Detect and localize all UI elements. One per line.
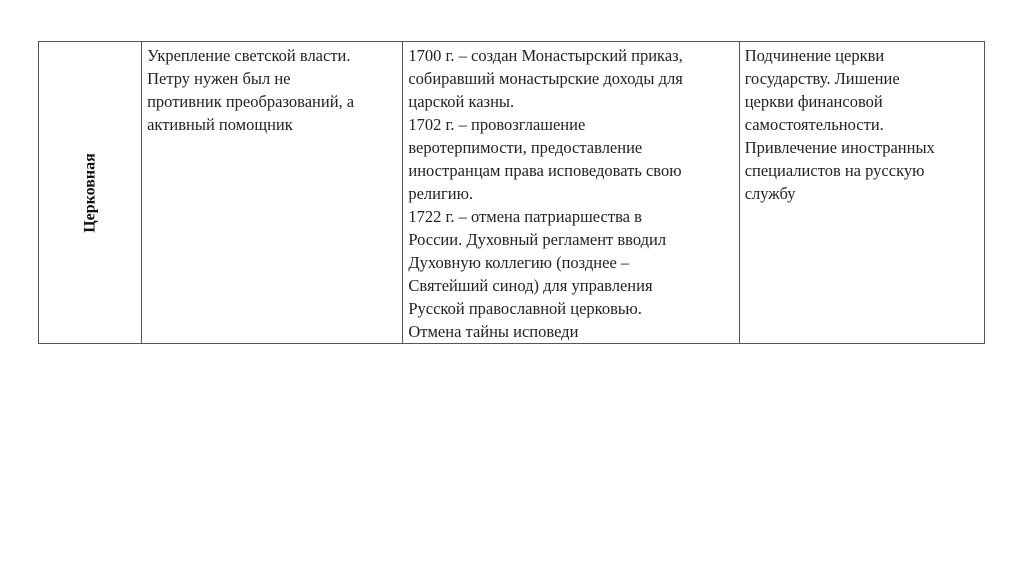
events-line: религию. [408,184,474,203]
table-row [39,42,985,344]
events-line: 1700 г. – создан Монастырский приказ, [408,46,683,65]
sphere-label: Церковная [81,152,99,233]
results-line: Подчинение церкви [744,46,885,65]
goals-line: Укрепление светской власти. [147,46,351,65]
results-line: Привлечение иностранных [744,138,935,157]
events-line: 1722 г. – отмена патриаршества в [408,207,642,226]
events-line: царской казны. [408,92,515,111]
events-line: собиравший монастырские доходы для [408,69,683,88]
results-line: службу [744,184,796,203]
events-line: веротерпимости, предоставление [408,138,643,157]
reform-table [38,41,985,344]
results-cell [739,42,984,344]
goals-cell [142,42,403,344]
goals-line: противник преобразований, а [147,92,355,111]
events-line: иностранцам права исповедовать свою [408,161,682,180]
results-line: церкви финансовой [744,92,883,111]
results-line: государству. Лишение [744,69,900,88]
results-line: специалистов на русскую [744,161,925,180]
events-line: Отмена тайны исповеди [408,322,579,341]
goals-line: активный помощник [147,115,293,134]
events-line: России. Духовный регламент вводил [408,230,667,249]
events-line: 1702 г. – провозглашение [408,115,586,134]
goals-line: Петру нужен был не [147,69,291,88]
sphere-cell [39,42,142,344]
reform-table-container [38,41,985,344]
events-cell [403,42,739,344]
events-line: Русской православной церковью. [408,299,642,318]
results-line: самостоятельности. [744,115,884,134]
events-line: Духовную коллегию (позднее – [408,253,630,272]
events-line: Святейший синод) для управления [408,276,653,295]
